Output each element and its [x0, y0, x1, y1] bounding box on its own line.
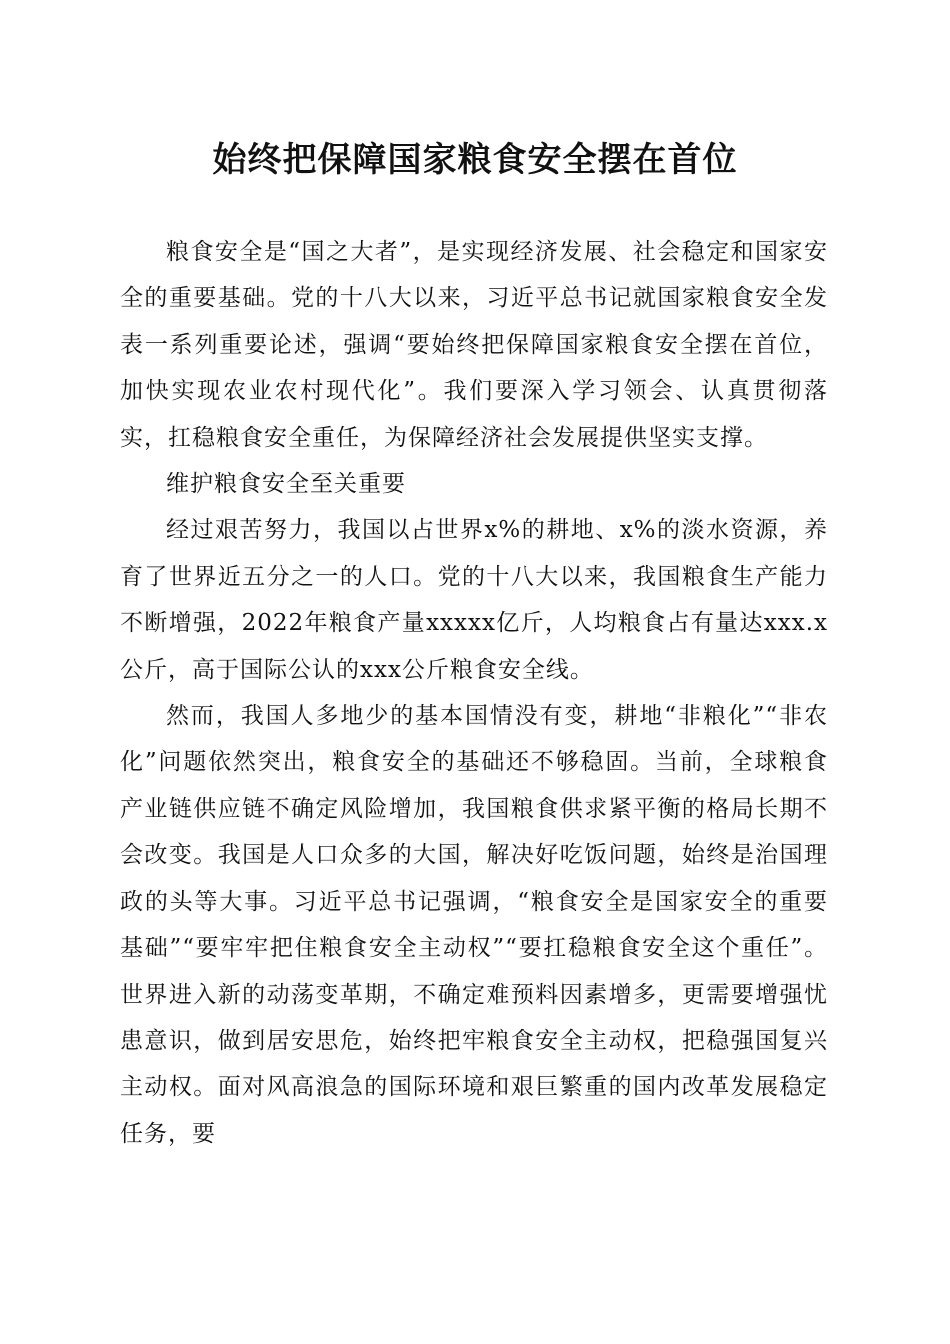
- section-heading: 维护粮食安全至关重要: [166, 471, 406, 498]
- document-body: [120, 229, 828, 1157]
- body-paragraph: 经过艰苦努力，我国以占世界x%的耕地、x%的淡水资源，养育了世界近五分之一的人口。党的十八大以来，我国粮食生产能力不断增强，2022年粮食产量xxxxx亿斤，人均粮食占有量达xxx.x公斤，高于国际公认的xxx公斤粮食安全线。: [120, 517, 828, 683]
- document-title: 始终把保障国家粮食安全摆在首位: [212, 140, 738, 180]
- body-paragraph: 然而，我国人多地少的基本国情没有变，耕地“非粮化”“非农化”问题依然突出，粮食安全的基础还不够稳固。当前，全球粮食产业链供应链不确定风险增加，我国粮食供求紧平衡的格局长期不会改变。我国是人口众多的大国，解决好吃饭问题，始终是治国理政的头等大事。习近平总书记强调，“粮食安全是国家安全的重要基础”“要牢牢把住粮食安全主动权”“要扛稳粮食安全这个重任”。世界进入新的动荡变革期，不确定难预料因素增多，更需要增强忧患意识，做到居安思危，始终把牢粮食安全主动权，把稳强国复兴主动权。面对风高浪急的国际环境和艰巨繁重的国内改革发展稳定任务，要: [120, 703, 828, 1147]
- intro-paragraph: 粮食安全是“国之大者”，是实现经济发展、社会稳定和国家安全的重要基础。党的十八大以来，习近平总书记就国家粮食安全发表一系列重要论述，强调“要始终把保障国家粮食安全摆在首位，加快实现农业农村现代化”。我们要深入学习领会、认真贯彻落实，扛稳粮食安全重任，为保障经济社会发展提供坚实支撑。: [120, 239, 828, 451]
